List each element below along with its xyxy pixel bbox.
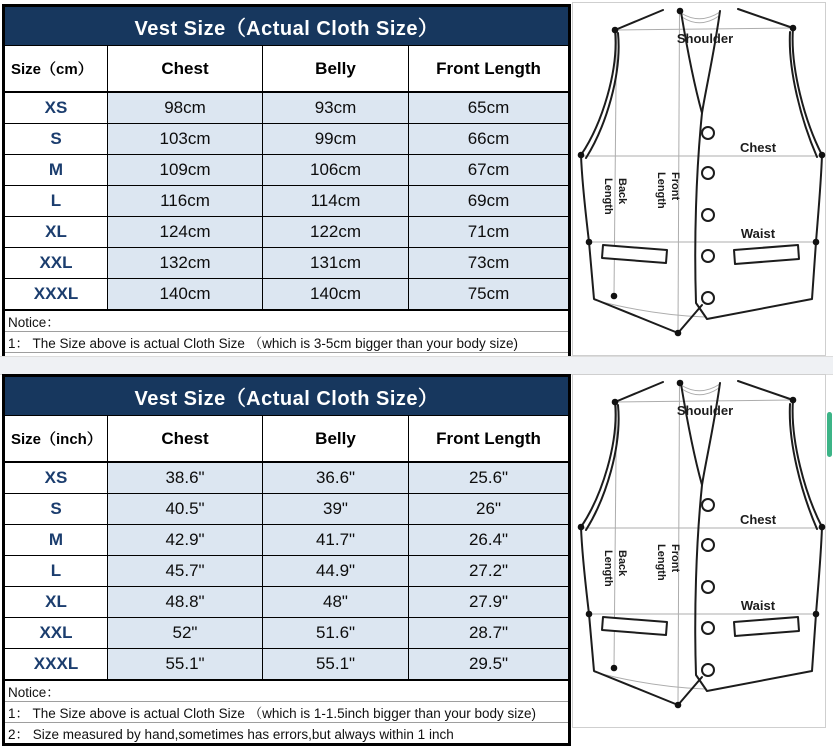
front-length-cell: 26.4" <box>409 525 570 556</box>
waist-label: Waist <box>740 598 776 613</box>
chest-cell: 124cm <box>108 217 263 248</box>
chest-cell: 116cm <box>108 186 263 217</box>
chest-cell: 38.6" <box>108 462 263 494</box>
chest-cell: 52" <box>108 618 263 649</box>
table-row-xxl <box>4 618 570 649</box>
shoulder-label: Shoulder <box>676 31 734 46</box>
notice-label: Notice： <box>4 310 570 332</box>
col-header-belly: Belly <box>263 416 409 463</box>
vest-size-table-cm <box>2 4 571 376</box>
front-length-cell: 73cm <box>409 248 570 279</box>
chest-cell: 140cm <box>108 279 263 311</box>
belly-cell: 36.6" <box>263 462 409 494</box>
notice-line-1 <box>4 332 570 353</box>
vest-measurement-diagram-inch <box>572 374 826 728</box>
table-row-xl <box>4 587 570 618</box>
front-length-cell: 69cm <box>409 186 570 217</box>
front-length-cell: 26" <box>409 494 570 525</box>
size-cell: XL <box>4 587 108 618</box>
front-length-cell: 65cm <box>409 92 570 124</box>
back-length-label: BackLength <box>602 178 628 215</box>
size-cell: XL <box>4 217 108 248</box>
table-row-m <box>4 155 570 186</box>
belly-cell: 44.9" <box>263 556 409 587</box>
table-row-xxxl <box>4 649 570 681</box>
col-header-front-length: Front Length <box>409 416 570 463</box>
belly-cell: 99cm <box>263 124 409 155</box>
size-cell: L <box>4 556 108 587</box>
notice-line-2 <box>4 723 570 745</box>
front-length-cell: 25.6" <box>409 462 570 494</box>
belly-cell: 51.6" <box>263 618 409 649</box>
col-header-chest: Chest <box>108 416 263 463</box>
size-cell: XS <box>4 92 108 124</box>
size-cell: S <box>4 494 108 525</box>
chest-cell: 55.1" <box>108 649 263 681</box>
shoulder-label: Shoulder <box>676 403 734 418</box>
back-length-label: BackLength <box>602 550 628 587</box>
size-cell: XXL <box>4 618 108 649</box>
notice-text: 2： Size measured by hand,sometimes has errors,but always within 1 inch <box>8 727 454 742</box>
chest-cell: 109cm <box>108 155 263 186</box>
front-length-label: FrontLength <box>655 544 681 581</box>
table-row-s <box>4 124 570 155</box>
front-length-cell: 75cm <box>409 279 570 311</box>
front-length-label: FrontLength <box>655 172 681 209</box>
chest-cell: 42.9" <box>108 525 263 556</box>
scrollbar-thumb[interactable] <box>827 412 832 457</box>
col-header-front-length: Front Length <box>409 46 570 93</box>
chest-cell: 132cm <box>108 248 263 279</box>
size-cell: XXXL <box>4 649 108 681</box>
vest-buttons <box>702 499 714 676</box>
col-header-chest: Chest <box>108 46 263 93</box>
size-cell: M <box>4 155 108 186</box>
belly-cell: 41.7" <box>263 525 409 556</box>
size-cell: XXL <box>4 248 108 279</box>
chest-cell: 45.7" <box>108 556 263 587</box>
chest-label: Chest <box>739 140 777 155</box>
belly-cell: 114cm <box>263 186 409 217</box>
panel-divider <box>0 356 833 375</box>
vest-measurement-diagram-cm <box>572 2 826 356</box>
vest-pockets <box>602 245 799 264</box>
belly-cell: 131cm <box>263 248 409 279</box>
table-row-xs <box>4 462 570 494</box>
table-title-row <box>4 376 570 416</box>
size-cell: S <box>4 124 108 155</box>
notice-label-row <box>4 310 570 332</box>
front-length-cell: 71cm <box>409 217 570 248</box>
col-header-size: Size（inch） <box>4 416 108 463</box>
table-row-l <box>4 556 570 587</box>
front-length-cell: 66cm <box>409 124 570 155</box>
size-cell: XS <box>4 462 108 494</box>
table-header-row <box>4 416 570 463</box>
table-row-m <box>4 525 570 556</box>
table-title: Vest Size（Actual Cloth Size） <box>4 6 570 46</box>
chest-cell: 40.5" <box>108 494 263 525</box>
notice-text: 1： The Size above is actual Cloth Size （which is 3-5cm bigger than your body size) <box>4 332 570 353</box>
table-row-xl <box>4 217 570 248</box>
table-row-xxl <box>4 248 570 279</box>
table-row-xxxl <box>4 279 570 311</box>
belly-cell: 140cm <box>263 279 409 311</box>
table-row-s <box>4 494 570 525</box>
table-header-row <box>4 46 570 93</box>
waist-label: Waist <box>740 226 776 241</box>
notice-text: 1： The Size above is actual Cloth Size （which is 1-1.5inch bigger than your body size) <box>4 702 570 723</box>
vest-size-table-inch <box>2 374 571 746</box>
chest-label: Chest <box>739 512 777 527</box>
belly-cell: 48" <box>263 587 409 618</box>
belly-cell: 39" <box>263 494 409 525</box>
table-row-l <box>4 186 570 217</box>
belly-cell: 122cm <box>263 217 409 248</box>
table-row-xs <box>4 92 570 124</box>
chest-cell: 48.8" <box>108 587 263 618</box>
chest-cell: 98cm <box>108 92 263 124</box>
size-cell: M <box>4 525 108 556</box>
vest-buttons <box>702 127 714 304</box>
front-length-cell: 67cm <box>409 155 570 186</box>
front-length-cell: 27.9" <box>409 587 570 618</box>
chest-cell: 103cm <box>108 124 263 155</box>
front-length-cell: 29.5" <box>409 649 570 681</box>
notice-label: Notice： <box>4 680 570 702</box>
table-title-row <box>4 6 570 46</box>
belly-cell: 93cm <box>263 92 409 124</box>
front-length-cell: 28.7" <box>409 618 570 649</box>
notice-label-row <box>4 680 570 702</box>
front-length-cell: 27.2" <box>409 556 570 587</box>
vest-pockets <box>602 617 799 636</box>
belly-cell: 106cm <box>263 155 409 186</box>
size-cell: XXXL <box>4 279 108 311</box>
belly-cell: 55.1" <box>263 649 409 681</box>
size-cell: L <box>4 186 108 217</box>
col-header-belly: Belly <box>263 46 409 93</box>
table-title: Vest Size（Actual Cloth Size） <box>4 376 570 416</box>
col-header-size: Size（cm） <box>4 46 108 93</box>
notice-line-1 <box>4 702 570 723</box>
